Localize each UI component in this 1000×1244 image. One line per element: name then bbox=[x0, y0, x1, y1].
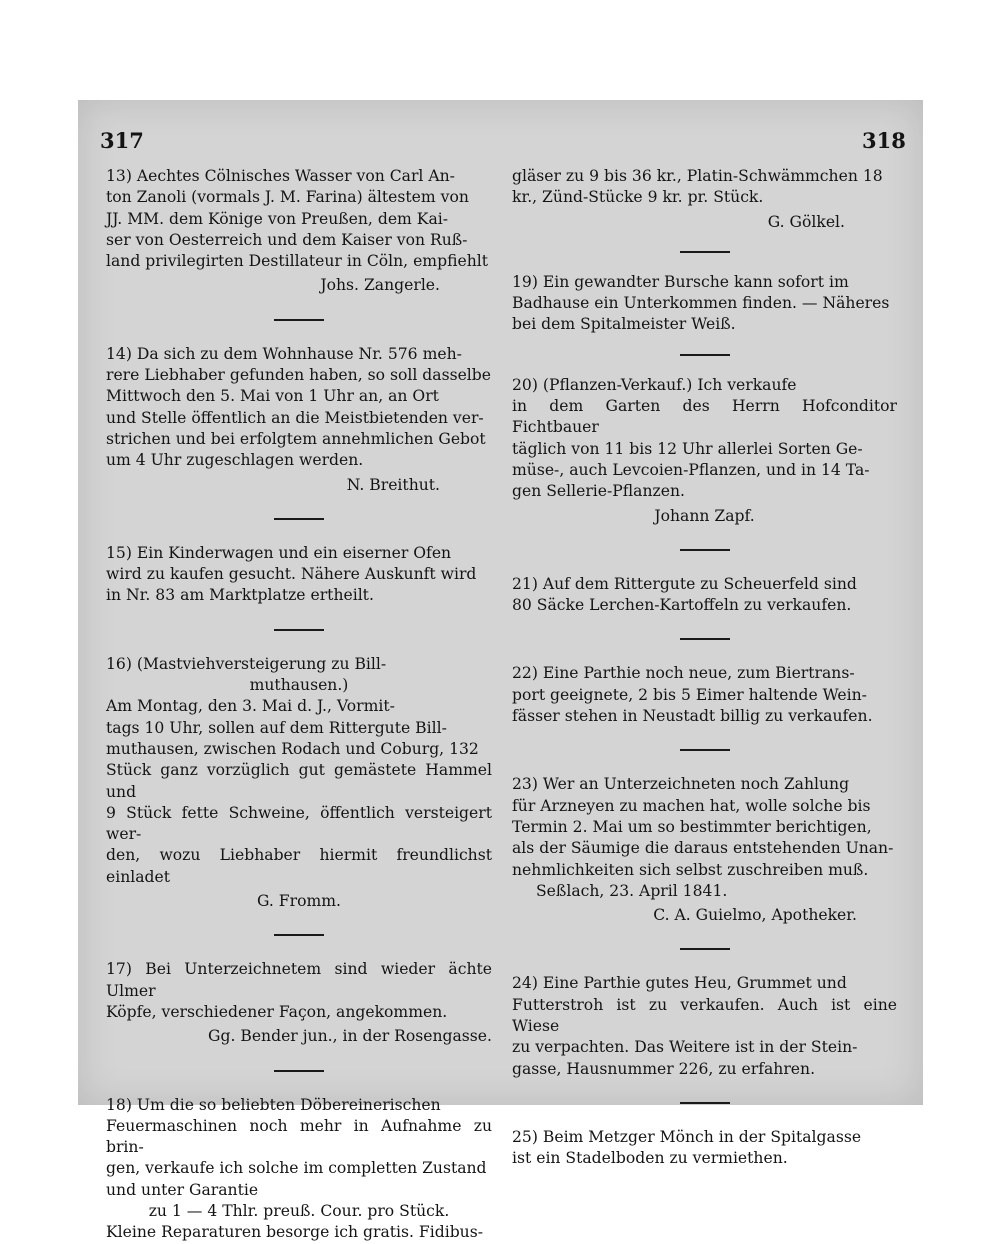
text-line: nehmlichkeiten sich selbst zuschreiben muß. bbox=[512, 860, 869, 879]
text-line: wird zu kaufen gesucht. Nähere Auskunft wird bbox=[106, 565, 477, 584]
text-line: gen, verkaufe ich solche im completten Zustand bbox=[106, 1159, 487, 1178]
notice-22 bbox=[512, 663, 897, 727]
text-line: für Arzneyen zu machen hat, wolle solche bis bbox=[512, 796, 871, 815]
text-line: fässer stehen in Neustadt billig zu verkaufen. bbox=[512, 707, 873, 726]
notice-heading: 16) (Mastviehversteigerung zu Bill- bbox=[106, 654, 387, 673]
signature: Johann Zapf. bbox=[654, 506, 755, 525]
text-line: kr., Zünd-Stücke 9 kr. pr. Stück. bbox=[512, 188, 764, 207]
text-line: Seßlach, 23. April 1841. bbox=[536, 881, 728, 900]
notice-13 bbox=[106, 166, 492, 297]
separator-rule bbox=[680, 354, 730, 356]
notice-21 bbox=[512, 574, 897, 617]
text-line: 15) Ein Kinderwagen und ein eiserner Ofen bbox=[106, 543, 452, 562]
text-line: und Stelle öffentlich an die Meistbietenden ver- bbox=[106, 408, 484, 427]
text-line: den, wozu Liebhaber hiermit freundlichst einladet bbox=[106, 846, 492, 886]
text-line: gläser zu 9 bis 36 kr., Platin-Schwämmchen 18 bbox=[512, 167, 883, 185]
notice-18 bbox=[106, 1095, 492, 1244]
notice-23 bbox=[512, 774, 897, 926]
notice-19 bbox=[512, 272, 897, 336]
text-line: 9 Stück fette Schweine, öffentlich versteigert wer- bbox=[106, 803, 492, 844]
text-line: gen Sellerie-Pflanzen. bbox=[512, 482, 685, 501]
text-line: muthausen, zwischen Rodach und Coburg, 132 bbox=[106, 739, 479, 758]
notice-25 bbox=[512, 1127, 897, 1170]
text-line: zu 1 — 4 Thlr. preuß. Cour. pro Stück. bbox=[148, 1201, 450, 1220]
text-line: 18) Um die so beliebten Döbereinerischen bbox=[106, 1095, 441, 1114]
text-line: 13) Aechtes Cölnisches Wasser von Carl An- bbox=[106, 167, 455, 185]
text-line: Köpfe, verschiedener Façon, angekommen. bbox=[106, 1002, 448, 1021]
text-line: strichen und bei erfolgtem annehmlichen Gebot bbox=[106, 429, 486, 448]
text-line: Am Montag, den 3. Mai d. J., Vormit- bbox=[106, 697, 395, 716]
text-line: um 4 Uhr zugeschlagen werden. bbox=[106, 451, 364, 470]
text-line: 19) Ein gewandter Bursche kann sofort im bbox=[512, 272, 849, 291]
separator-rule bbox=[680, 549, 730, 551]
notice-24 bbox=[512, 973, 897, 1079]
signature: C. A. Guielmo, Apotheker. bbox=[653, 906, 857, 925]
text-line: ton Zanoli (vormals J. M. Farina) ältestem von bbox=[106, 188, 469, 207]
left-column bbox=[106, 166, 492, 1244]
separator-rule bbox=[274, 934, 324, 936]
page-number-left: 317 bbox=[100, 128, 144, 153]
separator-rule bbox=[680, 251, 730, 253]
signature: G. Gölkel. bbox=[767, 212, 845, 231]
notice-heading: muthausen.) bbox=[249, 676, 349, 695]
separator-rule bbox=[680, 1102, 730, 1104]
text-line: Futterstroh ist zu verkaufen. Auch ist eine Wiese bbox=[512, 995, 897, 1036]
text-line: rere Liebhaber gefunden haben, so soll dasselbe bbox=[106, 366, 492, 385]
text-line: 20) (Pflanzen-Verkauf.) Ich verkaufe bbox=[512, 375, 797, 394]
signature: Johs. Zangerle. bbox=[320, 276, 440, 295]
text-line: Kleine Reparaturen besorge ich gratis. Fidibus- bbox=[106, 1223, 483, 1242]
text-line: Termin 2. Mai um so bestimmter berichtigen, bbox=[512, 817, 872, 836]
right-column bbox=[512, 166, 897, 1170]
text-line: 24) Eine Parthie gutes Heu, Grummet und bbox=[512, 974, 847, 993]
text-line: und unter Garantie bbox=[106, 1180, 259, 1199]
signature: Gg. Bender jun., in der Rosengasse. bbox=[208, 1027, 492, 1046]
separator-rule bbox=[274, 518, 324, 520]
notice-16 bbox=[106, 654, 492, 913]
text-line: Stück ganz vorzüglich gut gemästete Hammel und bbox=[106, 761, 492, 801]
notice-20 bbox=[512, 375, 897, 527]
separator-rule bbox=[680, 749, 730, 751]
notice-15 bbox=[106, 543, 492, 607]
text-line: zu verpachten. Das Weitere ist in der Stein- bbox=[512, 1038, 858, 1057]
text-line: Mittwoch den 5. Mai von 1 Uhr an, an Ort bbox=[106, 387, 439, 406]
text-line: 80 Säcke Lerchen-Kartoffeln zu verkaufen. bbox=[512, 596, 852, 615]
text-line: 25) Beim Metzger Mönch in der Spitalgasse bbox=[512, 1127, 862, 1146]
text-line: gasse, Hausnummer 226, zu erfahren. bbox=[512, 1059, 816, 1078]
text-line: land privilegirten Destillateur in Cöln, empfiehlt bbox=[106, 252, 489, 271]
text-line: in Nr. 83 am Marktplatze ertheilt. bbox=[106, 586, 374, 605]
text-line: 21) Auf dem Rittergute zu Scheuerfeld sind bbox=[512, 574, 857, 593]
text-line: Badhause ein Unterkommen finden. — Näheres bbox=[512, 294, 890, 313]
text-line: müse-, auch Levcoien-Pflanzen, und in 14 Ta- bbox=[512, 460, 870, 479]
separator-rule bbox=[274, 1070, 324, 1072]
text-line: 22) Eine Parthie noch neue, zum Biertrans- bbox=[512, 664, 855, 683]
separator-rule bbox=[680, 638, 730, 640]
text-line: JJ. MM. dem Könige von Preußen, dem Kai- bbox=[106, 209, 448, 228]
notice-14 bbox=[106, 344, 492, 496]
page-number-right: 318 bbox=[862, 128, 906, 153]
separator-rule bbox=[680, 948, 730, 950]
text-line: 23) Wer an Unterzeichneten noch Zahlung bbox=[512, 775, 850, 794]
notice-18-continued bbox=[512, 166, 897, 233]
text-line: täglich von 11 bis 12 Uhr allerlei Sorten Ge- bbox=[512, 439, 863, 458]
text-line: Feuermaschinen noch mehr in Aufnahme zu brin- bbox=[106, 1116, 492, 1157]
notice-17 bbox=[106, 959, 492, 1047]
text-line: bei dem Spitalmeister Weiß. bbox=[512, 315, 736, 334]
text-line: tags 10 Uhr, sollen auf dem Rittergute Bill- bbox=[106, 718, 447, 737]
text-line: port geeignete, 2 bis 5 Eimer haltende Wein- bbox=[512, 685, 867, 704]
text-line: als der Säumige die daraus entstehenden Unan- bbox=[512, 839, 894, 858]
text-line: ist ein Stadelboden zu vermiethen. bbox=[512, 1149, 788, 1168]
separator-rule bbox=[274, 319, 324, 321]
text-line: 17) Bei Unterzeichnetem sind wieder ächte Ulmer bbox=[106, 960, 492, 1000]
text-line: in dem Garten des Herrn Hofconditor Fichtbauer bbox=[512, 397, 897, 437]
signature: G. Fromm. bbox=[256, 892, 341, 911]
text-line: ser von Oesterreich und dem Kaiser von Ruß- bbox=[106, 230, 468, 249]
signature: N. Breithut. bbox=[346, 475, 440, 494]
separator-rule bbox=[274, 629, 324, 631]
text-line: 14) Da sich zu dem Wohnhause Nr. 576 meh- bbox=[106, 344, 462, 363]
